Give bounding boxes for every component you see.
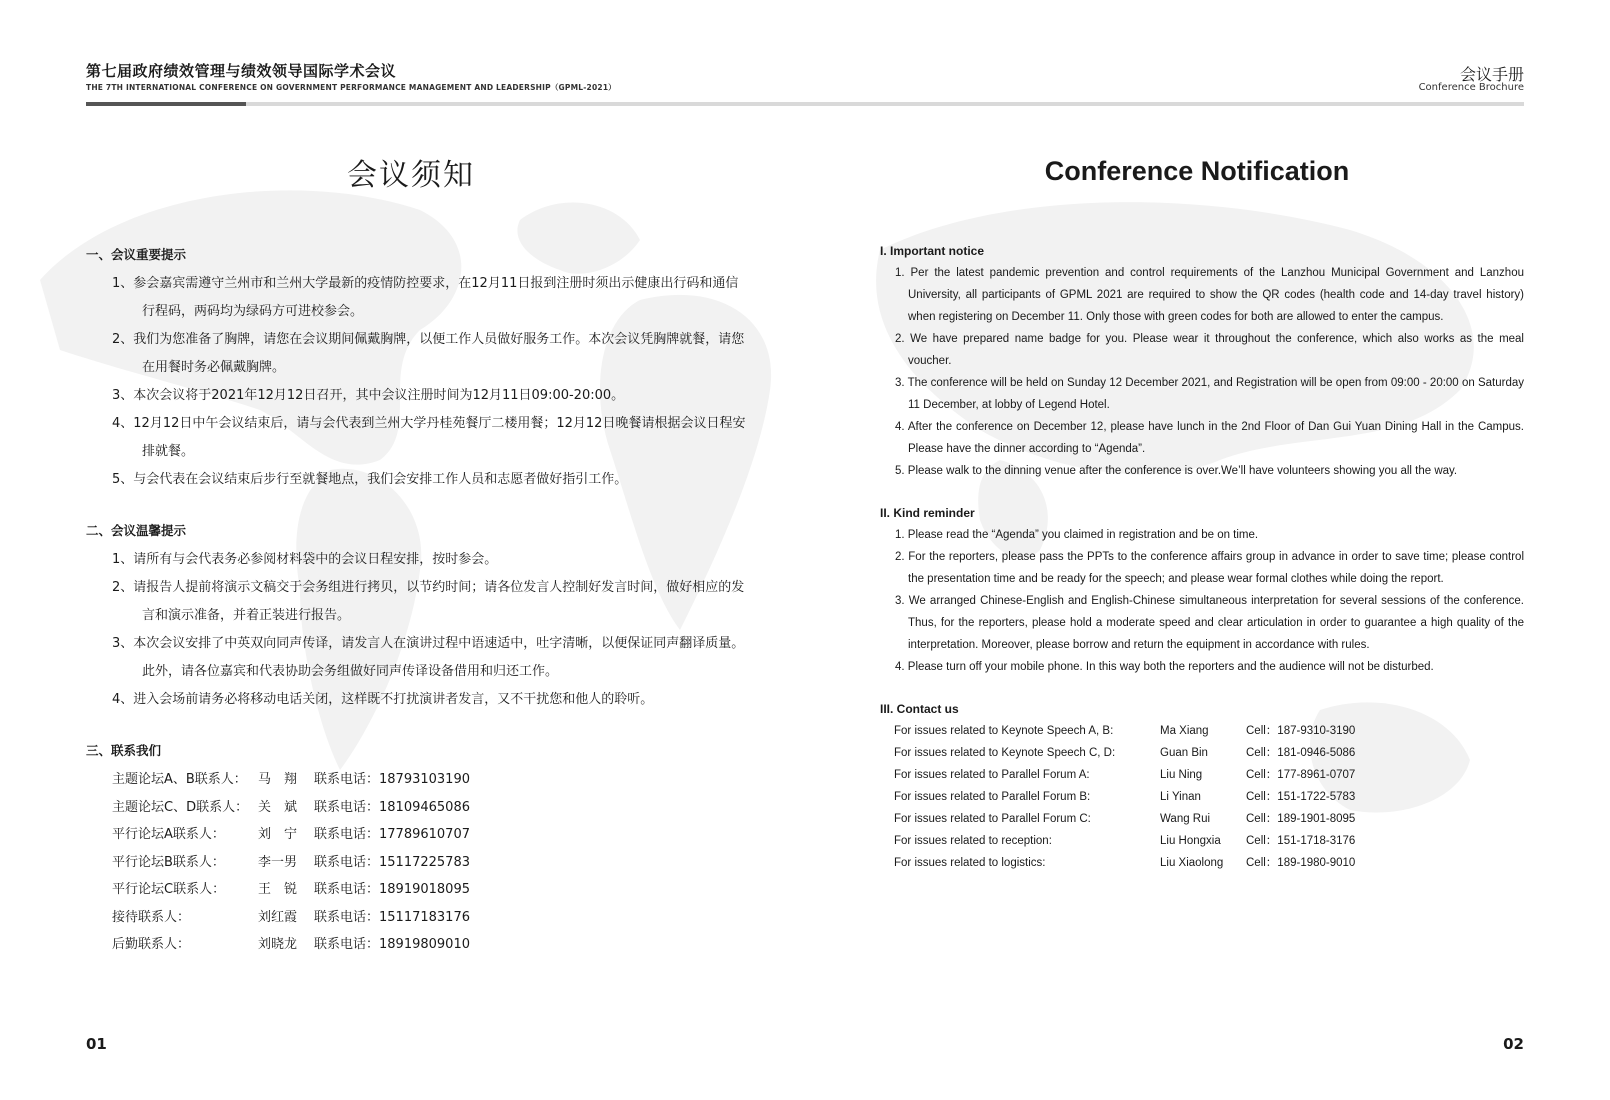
contact-row bbox=[112, 821, 746, 849]
list-item: 1、请所有与会代表务必参阅材料袋中的会议日程安排，按时参会。 bbox=[112, 552, 498, 567]
contact-name: Ma Xiang bbox=[1160, 725, 1209, 737]
contact-role: For issues related to logistics: bbox=[894, 857, 1046, 869]
contact-row bbox=[894, 786, 1524, 808]
contact-role: For issues related to Parallel Forum B: bbox=[894, 791, 1091, 803]
contact-row bbox=[112, 931, 746, 959]
list-item: 2. We have prepared name badge for you. Please wear it throughout the conference, which also works as the meal voucher. bbox=[895, 333, 1524, 367]
list-item: 4、12月12日中午会议结束后，请与会代表到兰州大学丹桂苑餐厅二楼用餐；12月12日晚餐请根据会议日程安排就餐。 bbox=[112, 416, 746, 459]
contact-row bbox=[112, 904, 746, 932]
notice-list bbox=[86, 270, 746, 494]
list-item: 3、本次会议将于2021年12月12日召开，其中会议注册时间为12月11日09:00-20:00。 bbox=[112, 388, 625, 403]
right-page-content bbox=[880, 240, 1524, 874]
list-item: 2. For the reporters, please pass the PPTs to the conference affairs group in advance in order to save time; please control the presentation time and be ready for the speech; and please wear formal clothes while doing the report. bbox=[895, 551, 1524, 585]
notice-list bbox=[880, 262, 1524, 482]
contact-row bbox=[112, 794, 746, 822]
list-item: 3. The conference will be held on Sunday 12 December 2021, and Registration will be open from 09:00 - 20:00 on Saturday 11 December, at lobby of Legend Hotel. bbox=[895, 377, 1524, 411]
contact-row bbox=[894, 764, 1524, 786]
list-item: 4. Please turn off your mobile phone. In this way both the reporters and the audience will not be disturbed. bbox=[895, 661, 1434, 673]
section-heading: III. Contact us bbox=[880, 702, 959, 716]
list-item: 1、参会嘉宾需遵守兰州市和兰州大学最新的疫情防控要求，在12月11日报到注册时须出示健康出行码和通信行程码，两码均为绿码方可进校参会。 bbox=[112, 276, 739, 319]
contact-role: 平行论坛B联系人： bbox=[112, 854, 225, 870]
contact-row bbox=[112, 876, 746, 904]
contact-name: 王 锐 bbox=[258, 882, 298, 897]
contact-phone: Cell：151-1722-5783 bbox=[1246, 791, 1356, 803]
contact-role: For issues related to Keynote Speech C, D: bbox=[894, 747, 1116, 759]
contact-name: Wang Rui bbox=[1160, 813, 1211, 825]
contact-row bbox=[894, 808, 1524, 830]
section-heading: 三、联系我们 bbox=[86, 743, 162, 758]
conference-title-cn: 第七届政府绩效管理与绩效领导国际学术会议 bbox=[86, 62, 397, 80]
contact-role: 主题论坛A、B联系人： bbox=[112, 772, 247, 787]
list-item: 5、与会代表在会议结束后步行至就餐地点，我们会安排工作人员和志愿者做好指引工作。 bbox=[112, 472, 628, 487]
contact-role: For issues related to Parallel Forum C: bbox=[894, 813, 1091, 825]
contact-phone: 联系电话：18919018095 bbox=[314, 882, 470, 897]
contact-name: 关 斌 bbox=[258, 799, 298, 815]
header-rule-accent bbox=[86, 102, 246, 106]
contact-role: For issues related to Keynote Speech A, B: bbox=[894, 725, 1114, 737]
section-heading: I. Important notice bbox=[880, 244, 985, 258]
contact-phone: Cell：189-1901-8095 bbox=[1246, 813, 1356, 825]
page-number-right: 02 bbox=[1503, 1035, 1524, 1053]
reminder-list bbox=[86, 546, 746, 714]
contact-role: 接待联系人： bbox=[112, 909, 191, 925]
brochure-label-en: Conference Brochure bbox=[1418, 82, 1524, 93]
contact-phone: 联系电话：15117225783 bbox=[314, 854, 470, 870]
list-item: 4. After the conference on December 12, please have lunch in the 2nd Floor of Dan Gui Yuan Dining Hall in the Campus. Please have the dinner according to “Agenda”. bbox=[895, 421, 1524, 455]
list-item: 2、请报告人提前将演示文稿交于会务组进行拷贝，以节约时间；请各位发言人控制好发言时间，做好相应的发言和演示准备，并着正装进行报告。 bbox=[112, 580, 745, 623]
header-rule bbox=[86, 102, 1524, 106]
list-item: 1. Please read the “Agenda” you claimed in registration and be on time. bbox=[895, 529, 1259, 541]
contact-phone: 联系电话：18109465086 bbox=[314, 799, 470, 815]
contact-name: Liu Hongxia bbox=[1160, 835, 1221, 847]
contact-name: 刘 宁 bbox=[258, 827, 298, 842]
left-page-content bbox=[86, 240, 746, 959]
contact-phone: Cell：187-9310-3190 bbox=[1246, 725, 1356, 737]
contact-name: Li Yinan bbox=[1160, 791, 1201, 803]
page-title-en: Conference Notification bbox=[1044, 156, 1350, 186]
contact-table-en bbox=[880, 720, 1524, 874]
conference-title-en: THE 7TH INTERNATIONAL CONFERENCE ON GOVERNMENT PERFORMANCE MANAGEMENT AND LEADERSHIP（GPML-2021） bbox=[86, 83, 616, 92]
contact-role: 平行论坛C联系人： bbox=[112, 882, 226, 897]
contact-row bbox=[112, 849, 746, 877]
contact-name: Liu Ning bbox=[1160, 769, 1203, 781]
contact-role: For issues related to Parallel Forum A: bbox=[894, 769, 1090, 781]
contact-name: 刘红霞 bbox=[258, 909, 298, 925]
list-item: 5. Please walk to the dinning venue after the conference is over.We’ll have volunteers showing you all the way. bbox=[895, 465, 1458, 477]
contact-row bbox=[112, 766, 746, 794]
page-number-left: 01 bbox=[86, 1035, 107, 1053]
brochure-label-cn: 会议手册 bbox=[1459, 65, 1524, 84]
contact-name: 李一男 bbox=[258, 854, 298, 870]
section-heading: II. Kind reminder bbox=[880, 506, 975, 520]
list-item: 2、我们为您准备了胸牌，请您在会议期间佩戴胸牌，以便工作人员做好服务工作。本次会议凭胸牌就餐，请您在用餐时务必佩戴胸牌。 bbox=[112, 332, 745, 375]
contact-role: For issues related to reception: bbox=[894, 835, 1052, 847]
contact-row bbox=[894, 742, 1524, 764]
contact-table-cn bbox=[86, 766, 746, 959]
page-title-cn: 会议须知 bbox=[347, 158, 475, 193]
section-heading: 二、会议温馨提示 bbox=[86, 523, 187, 538]
contact-name: Guan Bin bbox=[1160, 747, 1208, 759]
contact-phone: 联系电话：15117183176 bbox=[314, 909, 470, 925]
contact-name: Liu Xiaolong bbox=[1160, 857, 1224, 869]
contact-name: 刘晓龙 bbox=[258, 937, 298, 952]
contact-row bbox=[894, 720, 1524, 742]
section-heading: 一、会议重要提示 bbox=[86, 247, 187, 262]
contact-phone: Cell：189-1980-9010 bbox=[1246, 857, 1356, 869]
contact-name: 马 翔 bbox=[258, 772, 298, 787]
contact-role: 后勤联系人： bbox=[112, 937, 191, 952]
contact-phone: 联系电话：18793103190 bbox=[314, 772, 470, 787]
list-item: 3. We arranged Chinese-English and English-Chinese simultaneous interpretation for several sessions of the conference. Thus, for the reporters, please hold a moderate speed and clear articulation in order to guarantee a high quality of the interpretation. Moreover, please borrow and return the equipment in accordance with rules. bbox=[895, 595, 1524, 651]
contact-phone: Cell：151-1718-3176 bbox=[1246, 835, 1356, 847]
contact-phone: Cell：181-0946-5086 bbox=[1246, 747, 1356, 759]
contact-row bbox=[894, 852, 1524, 874]
contact-role: 平行论坛A联系人： bbox=[112, 827, 225, 842]
contact-phone: 联系电话：18919809010 bbox=[314, 937, 470, 952]
contact-role: 主题论坛C、D联系人： bbox=[112, 799, 249, 815]
reminder-list bbox=[880, 524, 1524, 678]
list-item: 4、进入会场前请务必将移动电话关闭，这样既不打扰演讲者发言，又不干扰您和他人的聆听。 bbox=[112, 692, 654, 707]
contact-phone: Cell：177-8961-0707 bbox=[1246, 769, 1356, 781]
contact-row bbox=[894, 830, 1524, 852]
contact-phone: 联系电话：17789610707 bbox=[314, 827, 470, 842]
list-item: 1. Per the latest pandemic prevention and control requirements of the Lanzhou Municipal Government and Lanzhou University, all participants of GPML 2021 are required to show the QR codes (health code and 14-day travel history) when registering on December 11. Only those with green codes for both are allowed to enter the campus. bbox=[895, 267, 1524, 323]
list-item: 3、本次会议安排了中英双向同声传译，请发言人在演讲过程中语速适中，吐字清晰，以便保证同声翻译质量。此外，请各位嘉宾和代表协助会务组做好同声传译设备借用和归还工作。 bbox=[112, 636, 745, 679]
